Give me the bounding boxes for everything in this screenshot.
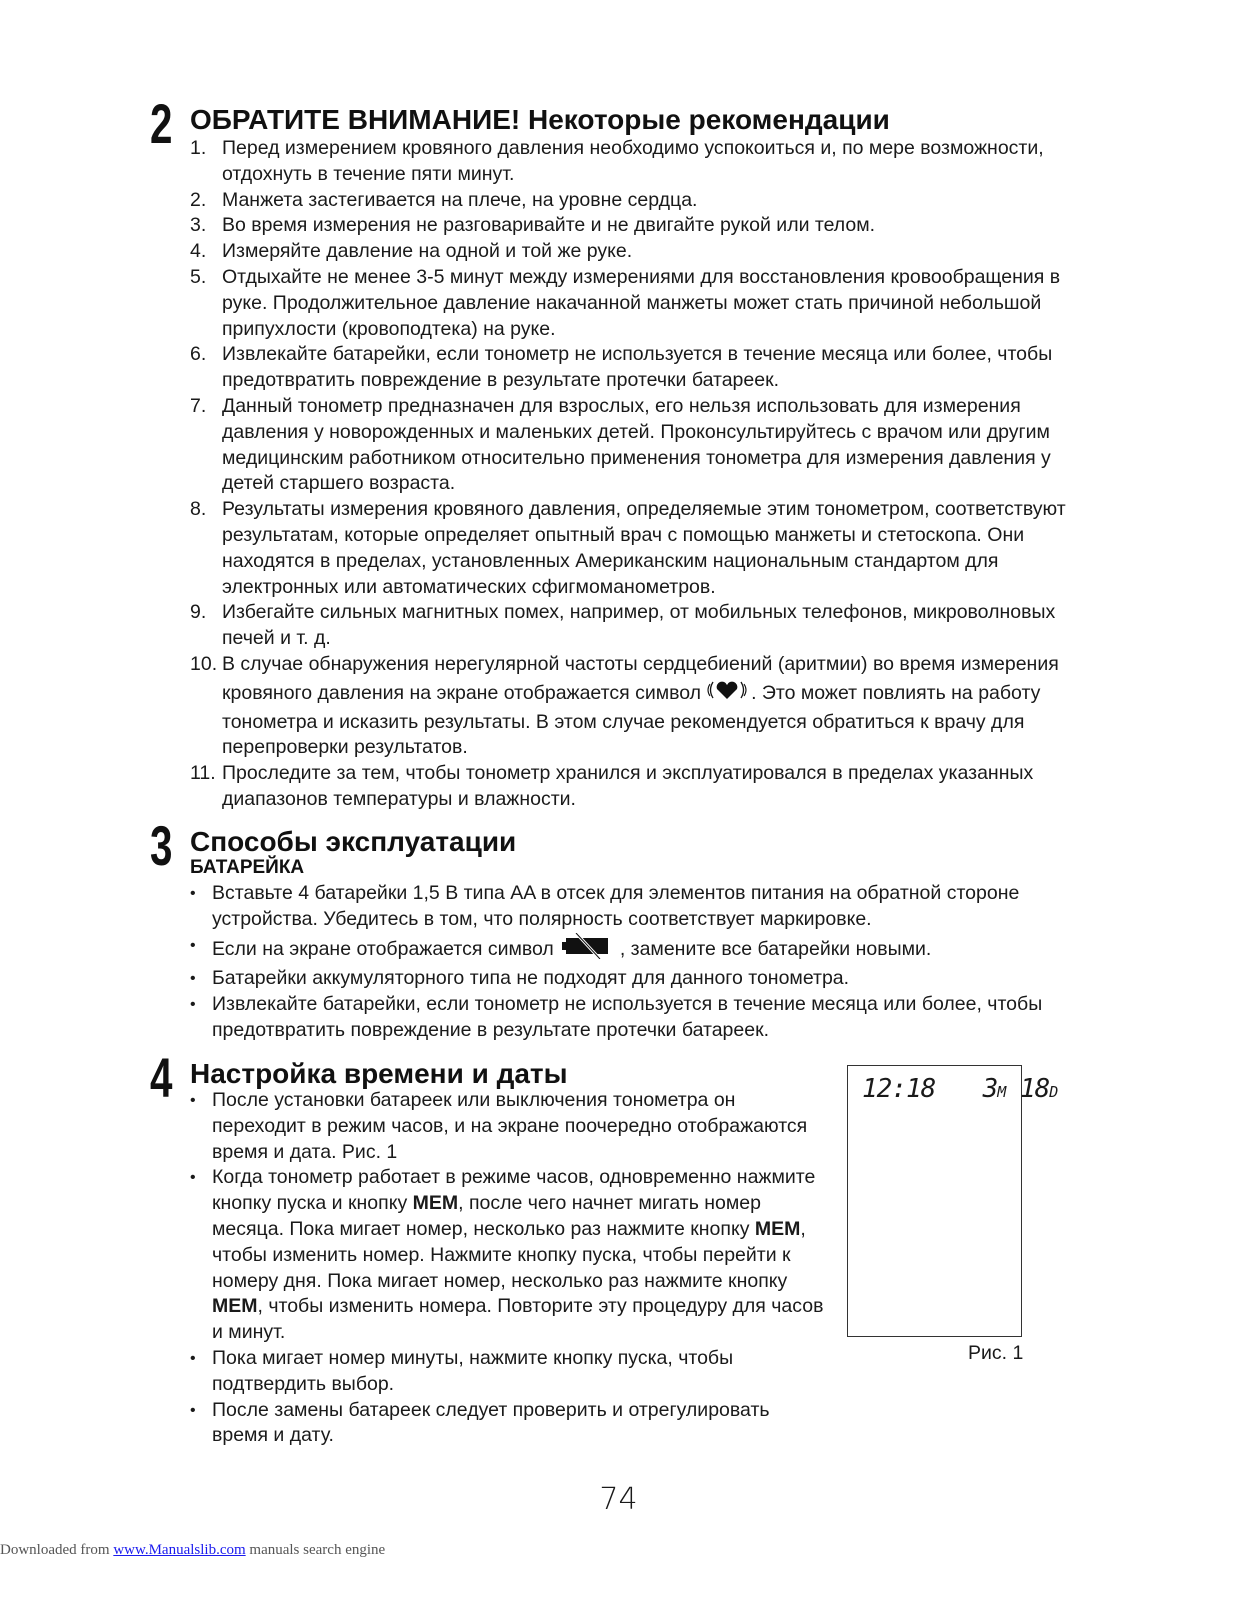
item-text: Извлекайте батарейки, если тонометр не используется в течение месяца или более, чтобы предотвратить повреждение в результате протечки батареек.: [212, 993, 1043, 1041]
lcd-readout: [862, 1074, 1057, 1104]
battery-list: [190, 881, 1090, 1044]
item-text: Избегайте сильных магнитных помех, например, от мобильных телефонов, микроволновых печей и т. д.: [222, 601, 1056, 650]
list-item: [190, 600, 1070, 652]
item-text: Когда тонометр работает в режиме часов, одновременно нажмите кнопку пуска и кнопку: [212, 1166, 816, 1215]
footer-link[interactable]: www.Manualslib.com: [113, 1542, 246, 1558]
list-item: [190, 966, 1090, 992]
list-item: [190, 1088, 830, 1165]
list-item: [190, 213, 1070, 239]
lcd-day-unit: D: [1049, 1083, 1058, 1101]
list-item: [190, 1346, 830, 1398]
section-title: ОБРАТИТЕ ВНИМАНИЕ! Некоторые рекомендации: [190, 104, 890, 135]
list-item: [190, 1165, 830, 1346]
item-text: Отдыхайте не менее 3-5 минут между измерениями для восстановления кровообращения в руке. Продолжительное давление накачанной манжеты может стать причиной небольшой припухлости (кровоподтека) на руке.: [222, 265, 1061, 340]
list-item: [190, 1398, 830, 1450]
item-text: Батарейки аккумуляторного типа не подходят для данного тонометра.: [212, 967, 850, 990]
item-text: Проследите за тем, чтобы тонометр хранился и эксплуатировался в пределах указанных диапазонов температуры и влажности.: [222, 762, 1034, 810]
item-text: Результаты измерения кровяного давления, определяемые этим тонометром, соответствуют результатам, которые определяет опытный врач с помощью манжеты и стетоскопа. Они находятся в пределах, установленных Американским национальным стандартом для электронных или автоматических сфигмоманометров.: [222, 498, 1066, 598]
list-item: [190, 394, 1070, 497]
item-number: 10.: [190, 652, 218, 675]
button-name: MEM: [754, 1217, 801, 1240]
section-number: 3: [150, 814, 173, 877]
item-text: Пока мигает номер минуты, нажмите кнопку пуска, чтобы подтвердить выбор.: [212, 1346, 734, 1395]
list-item: [190, 761, 1070, 813]
list-item: [190, 136, 1070, 188]
item-number: 11.: [190, 762, 216, 785]
item-text: , после чего начнет мигать номер месяца. Пока мигает номер, несколько раз нажмите кнопку: [212, 1192, 761, 1240]
low-battery-icon: [562, 933, 612, 967]
item-text: , чтобы изменить номер. Нажмите кнопку пуска, чтобы перейти к номеру дня. Пока мигает номер, несколько раз нажмите кнопку: [212, 1217, 806, 1292]
lcd-display-figure: [847, 1065, 1058, 1337]
item-number: 4.: [190, 240, 207, 263]
footer: [0, 1542, 385, 1559]
item-number: 8.: [190, 498, 207, 521]
item-number: 1.: [190, 137, 207, 159]
item-text: В случае обнаружения нерегулярной частоты сердцебиений (аритмии) во время измерения кровяного давления на экране отображается символ: [222, 652, 1059, 704]
irregular-heartbeat-icon: [705, 678, 749, 710]
item-text: Если на экране отображается символ: [212, 937, 554, 960]
section-title: Способы эксплуатации: [190, 826, 517, 857]
item-text: Данный тонометр предназначен для взрослых, его нельзя использовать для измерения давления у новорожденных и маленьких детей. Проконсультируйтесь с врачом или другим медицинским работником относительно применения тонометра для измерения давления у детей старшего возраста.: [222, 394, 1051, 495]
button-name: MEM: [412, 1192, 459, 1215]
list-item: [190, 239, 1070, 265]
section-number: 4: [150, 1046, 173, 1109]
item-text: Перед измерением кровяного давления необходимо успокоиться и, по мере возможности, отдохнуть в течение пяти минут.: [222, 137, 1044, 185]
page-number: 74: [599, 1482, 638, 1517]
item-text: После установки батареек или выключения тонометра он переходит в режим часов, и на экране поочередно отображаются время и дата. Рис. 1: [212, 1089, 808, 1163]
list-item: [190, 652, 1070, 761]
list-item: [190, 342, 1070, 394]
item-number: 9.: [190, 601, 207, 624]
list-item: [190, 881, 1090, 933]
item-number: 2.: [190, 188, 207, 211]
list-item: [190, 992, 1090, 1044]
section-subtitle: БАТАРЕЙКА: [190, 857, 305, 878]
item-text: Измеряйте давление на одной и той же руке.: [222, 240, 633, 263]
list-item: [190, 497, 1070, 600]
item-text: Вставьте 4 батарейки 1,5 В типа AA в отсек для элементов питания на обратной стороне устройства. Убедитесь в том, что полярность соответствует маркировке.: [212, 882, 1020, 930]
recommendations-list: [190, 136, 1070, 813]
section-number: 2: [150, 92, 173, 155]
item-text: Во время измерения не разговаривайте и не двигайте рукой или телом.: [222, 214, 876, 237]
lcd-day: 18: [1019, 1074, 1050, 1104]
list-item: [190, 188, 1070, 214]
lcd-month-unit: M: [997, 1083, 1006, 1101]
item-text: Манжета застегивается на плече, на уровне сердца.: [222, 188, 698, 211]
item-number: 3.: [190, 214, 207, 237]
lcd-time: 12:18: [862, 1074, 936, 1104]
time-date-list: [190, 1088, 830, 1449]
section-title: Настройка времени и даты: [190, 1058, 568, 1089]
item-text: . Это может повлиять на работу тонометра и исказить результаты. В этом случае рекомендуется обратиться к врачу для перепроверки результатов.: [222, 681, 1041, 759]
item-text: Извлекайте батарейки, если тонометр не используется в течение месяца или более, чтобы предотвратить повреждение в результате протечки батареек.: [222, 343, 1053, 392]
button-name: MEM: [212, 1295, 258, 1318]
item-number: 5.: [190, 265, 207, 288]
footer-suffix: manuals search engine: [245, 1542, 386, 1558]
item-number: 7.: [190, 394, 207, 417]
footer-prefix: Downloaded from: [0, 1542, 114, 1558]
figure-caption: Рис. 1: [968, 1342, 1024, 1364]
item-text: После замены батареек следует проверить и отрегулировать время и дату.: [212, 1398, 770, 1447]
item-text: , чтобы изменить номера. Повторите эту процедуру для часов и минут.: [212, 1295, 824, 1344]
list-item: [190, 265, 1070, 342]
list-item: [190, 933, 1090, 967]
item-number: 6.: [190, 343, 207, 366]
lcd-month: 3: [982, 1074, 998, 1104]
item-text: , замените все батарейки новыми.: [619, 937, 932, 960]
